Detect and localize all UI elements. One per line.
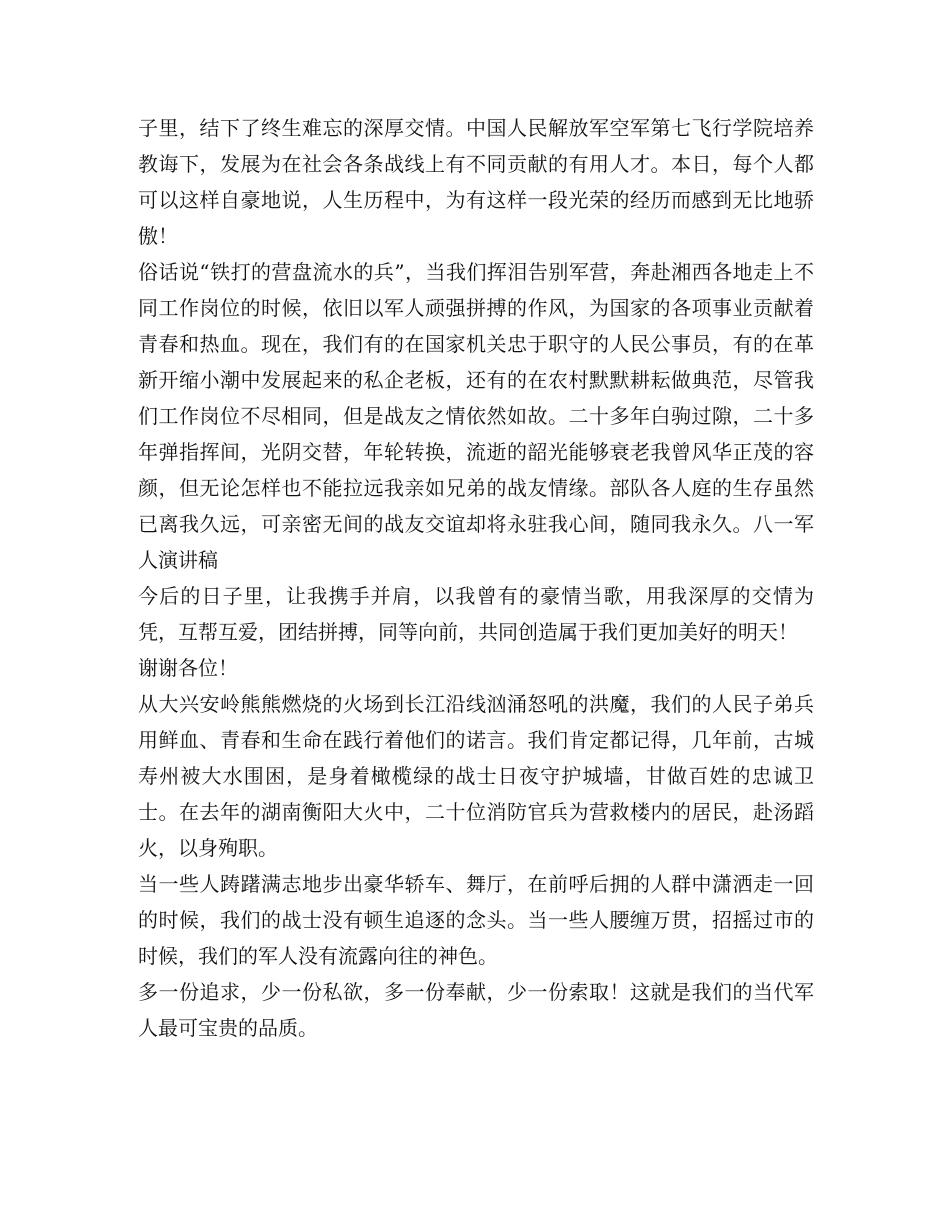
paragraph-5: 从大兴安岭熊熊燃烧的火场到长江沿线汹涌怒吼的洪魔，我们的人民子弟兵用鲜血、青春和生命在践行着他们的诺言。我们肯定都记得，几年前，古城寿州被大水围困，是身着橄榄绿的战士日夜守护城墙，甘做百姓的忠诚卫士。在去年的湖南衡阳大火中，二十位消防官兵为营救楼内的居民，赴汤蹈火，以身殉职。 [138,692,814,860]
paragraph-7: 多一份追求，少一份私欲，多一份奉献，少一份索取！这就是我们的当代军人最可宝贵的品质。 [138,980,814,1040]
paragraph-2: 俗话说“铁打的营盘流水的兵”，当我们挥泪告别军营，奔赴湘西各地走上不同工作岗位的时候，依旧以军人顽强拼搏的作风，为国家的各项事业贡献着青春和热血。现在，我们有的在国家机关忠于职守的人民公事员，有的在革新开缩小潮中发展起来的私企老板，还有的在农村默默耕耘做典范，尽管我们工作岗位不尽相同，但是战友之情依然如故。二十多年白驹过隙，二十多年弹指挥间，光阴交替，年轮转换，流逝的韶光能够衰老我曾风华正茂的容颜，但无论怎样也不能拉远我亲如兄弟的战友情缘。部队各人庭的生存虽然已离我久远，可亲密无间的战友交谊却将永驻我心间，随同我永久。八一军人演讲稿 [138,260,814,572]
paragraph-6: 当一些人踌躇满志地步出豪华轿车、舞厅，在前呼后拥的人群中潇洒走一回的时候，我们的战士没有顿生追逐的念头。当一些人腰缠万贯，招摇过市的时候，我们的军人没有流露向往的神色。 [138,872,814,968]
paragraph-3: 今后的日子里，让我携手并肩，以我曾有的豪情当歌，用我深厚的交情为凭，互帮互爱，团结拼搏，同等向前，共同创造属于我们更加美好的明天！ [138,584,814,644]
document-body [138,110,814,1046]
paragraph-1: 子里，结下了终生难忘的深厚交情。中国人民解放军空军第七飞行学院培养教诲下，发展为在社会各条战线上有不同贡献的有用人才。本日，每个人都可以这样自豪地说，人生历程中，为有这样一段光荣的经历而感到无比地骄傲！ [138,116,814,248]
paragraph-4: 谢谢各位！ [138,656,238,680]
